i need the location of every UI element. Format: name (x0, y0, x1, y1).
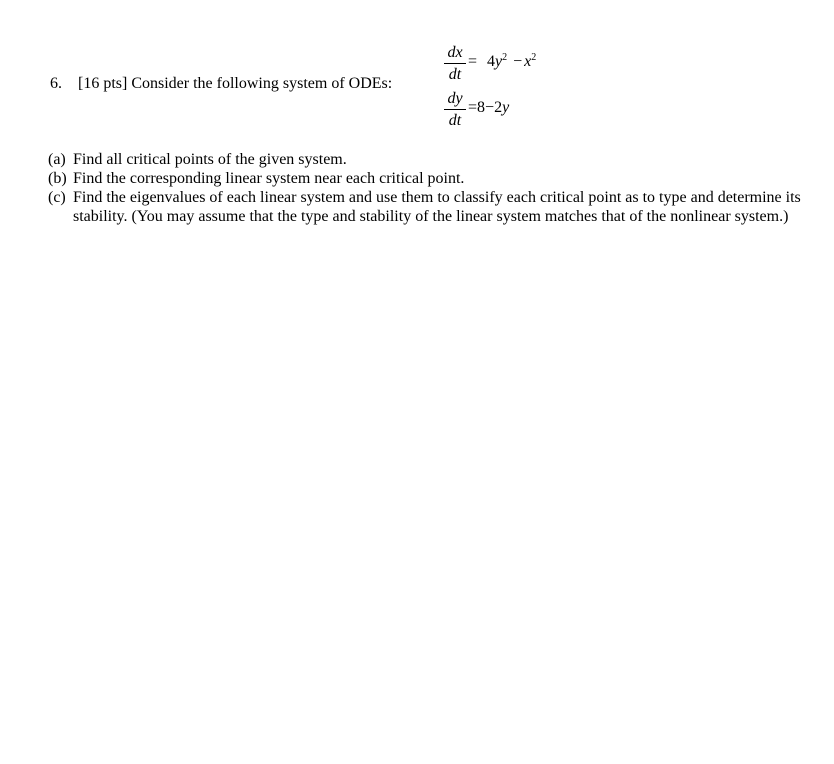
equals-sign: = (468, 53, 478, 70)
part-text: Find the corresponding linear system near each critical point. (73, 170, 465, 187)
denominator-dt: dt (448, 66, 462, 83)
equals-sign: = (468, 99, 478, 116)
part-text: Find the eigenvalues of each linear system and use them to classify each critical point as to type and determine its stability. (You may assume that the type and stability of the linear system matches that of the nonlinear system.) (73, 189, 801, 225)
exponent: 2 (531, 52, 537, 63)
minus-sign: − (485, 99, 495, 116)
variable-x: x (524, 53, 532, 70)
coefficient: 2 (494, 99, 503, 116)
part-label: (c) (48, 189, 66, 206)
problem-parts (48, 150, 808, 226)
part-text: Find all critical points of the given system. (73, 151, 347, 168)
problem-statement (50, 74, 392, 94)
fraction-bar (444, 63, 466, 64)
part-label: (b) (48, 170, 67, 187)
minus-sign: − (513, 53, 523, 70)
numerator-dx: dx (447, 44, 463, 61)
rhs-dy-dt (468, 99, 509, 117)
part-item (48, 169, 808, 188)
variable-y: y (502, 99, 510, 116)
numerator-dy: dy (447, 90, 463, 107)
denominator-dt: dt (448, 112, 462, 129)
part-item (48, 150, 808, 169)
fraction-dy-dt (444, 90, 466, 130)
fraction-bar (444, 109, 466, 110)
problem-points: [16 pts] (78, 75, 128, 92)
constant: 8 (477, 99, 486, 116)
exponent: 2 (502, 52, 508, 63)
coefficient: 4 (487, 53, 496, 70)
part-item (48, 188, 808, 226)
part-label: (a) (48, 151, 66, 168)
problem-prompt: Consider the following system of ODEs: (131, 75, 393, 92)
problem-number: 6. (50, 75, 62, 92)
variable-y: y (495, 53, 503, 70)
fraction-dx-dt (444, 44, 466, 84)
rhs-dx-dt (468, 53, 536, 71)
